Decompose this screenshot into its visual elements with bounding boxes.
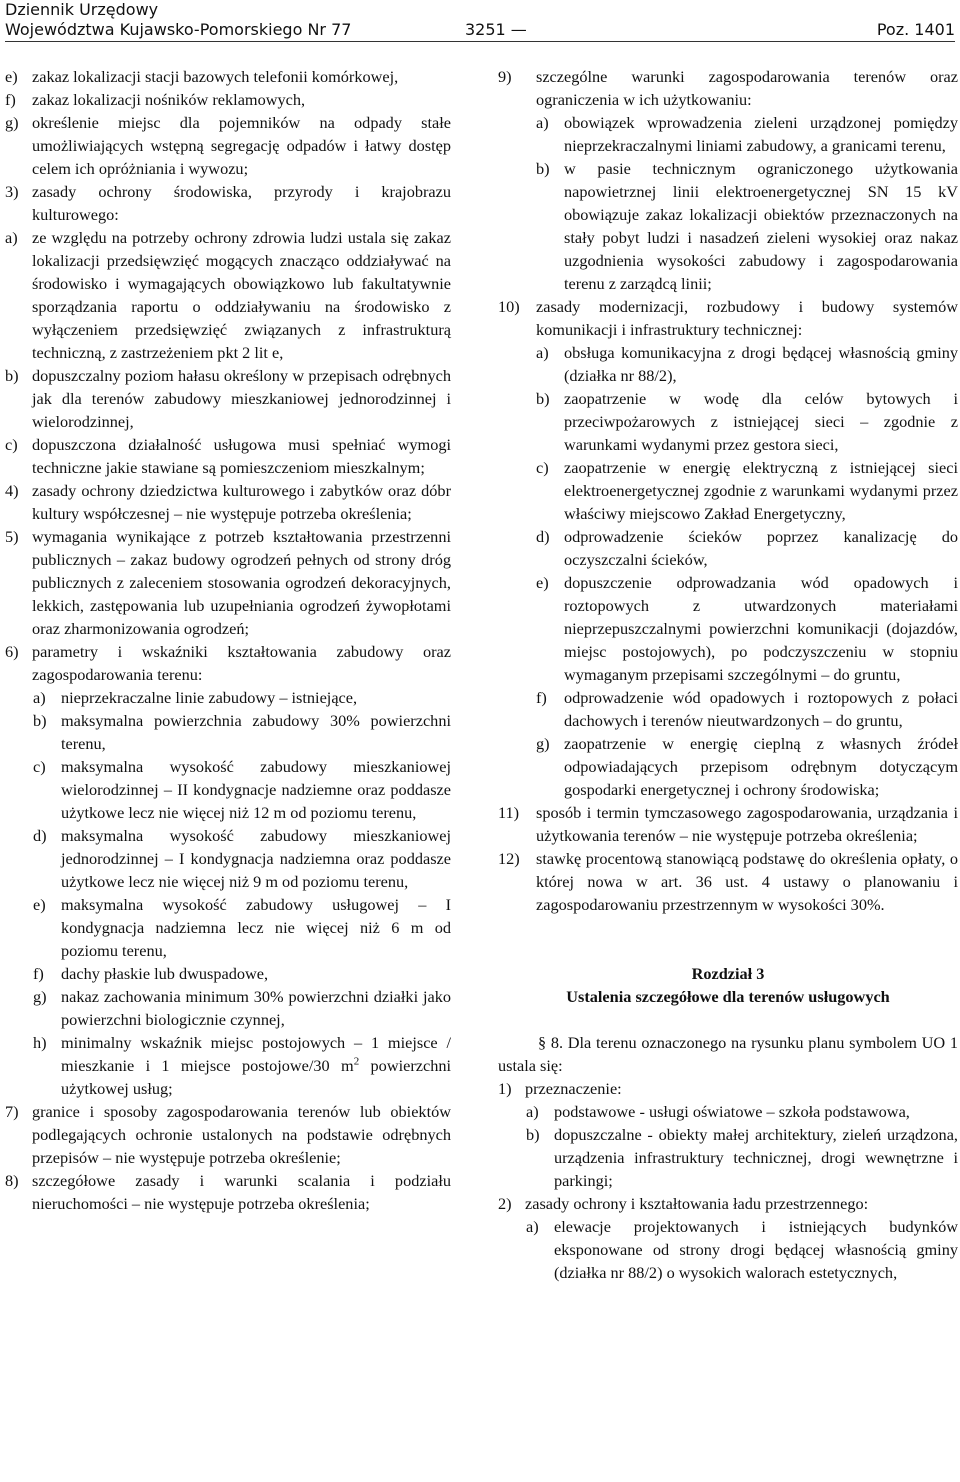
item-text: dopuszczalne - obiekty małej architektury, zieleń urządzona, urządzenia infrastruktury technicznej, drogi wewnętrzne i parkingi; (554, 1125, 958, 1190)
list-item (498, 847, 958, 916)
list-item (5, 364, 451, 433)
item-text: dopuszczenie odprowadzania wód opadowych i roztopowych z utwardzonych materiałami nieprzepuszczalnymi powierzchni komunikacji (dojazdów, miejsc postojowych), po podczyszczeniu w stopniu wymaganym przepisami szczególnymi – do gruntu, (564, 573, 958, 684)
item-marker: 11) (498, 803, 520, 822)
item-marker: 5) (5, 527, 19, 546)
list-item (5, 962, 451, 985)
list-item (498, 1100, 958, 1123)
item-text: w pasie technicznym ograniczonego użytkowania napowietrznej linii elektroenergetycznej SN 15 kV obowiązuje zakaz lokalizacji obiektów przeznaczonych na stały pobyt ludzi i nasadzeń zieleni wysokiej oraz nakaz uzgodnienia wysokości zabudowy i zagospodarowania terenu z zarządcą linii; (564, 159, 958, 293)
list-item (498, 65, 958, 111)
item-text: zasady ochrony dziedzictwa kulturowego i zabytków oraz dóbr kultury współczesnej – nie występuje potrzeba określenia; (32, 481, 451, 523)
right-list-2 (498, 1077, 958, 1284)
list-item (5, 111, 451, 180)
item-marker: b) (5, 366, 19, 385)
item-text: zaopatrzenie w energię cieplną z własnych źródeł odpowiadających przepisom odrębnym dotyczącym gospodarki energetycznej i ochrony środowiska; (564, 734, 958, 799)
item-marker: e) (5, 67, 18, 86)
item-marker: b) (536, 159, 550, 178)
item-text: odprowadzenie ścieków poprzez kanalizację do oczyszczalni ścieków, (564, 527, 958, 569)
item-marker: 7) (5, 1102, 19, 1121)
item-text: parametry i wskaźniki kształtowania zabudowy oraz zagospodarowania terenu: (32, 642, 451, 684)
item-text: stawkę procentową stanowiącą podstawę do określenia opłaty, o której nowa w art. 36 ust. 4 ustawy o planowaniu i zagospodarowaniu przestrzennym w wysokości 30%. (536, 849, 958, 914)
item-marker: c) (536, 458, 549, 477)
item-marker: 3) (5, 182, 19, 201)
item-marker: g) (536, 734, 550, 753)
item-text-cont: powierzchni użytkowej usług; (61, 1056, 452, 1098)
item-marker: 9) (498, 67, 512, 86)
item-marker: 2) (498, 1194, 512, 1213)
item-marker: d) (33, 826, 47, 845)
item-text: dopuszczona działalność usługowa musi spełniać wymogi techniczne jakie stawiane są pomieszczeniom mieszkalnym; (32, 435, 451, 477)
item-text: podstawowe - usługi oświatowe – szkoła podstawowa, (554, 1102, 910, 1121)
list-item (498, 686, 958, 732)
list-item (5, 180, 451, 226)
page-reference: 3251 — (465, 20, 527, 39)
chapter-title: Ustalenia szczegółowe dla terenów usługowych (566, 987, 890, 1006)
list-item (498, 1192, 958, 1215)
item-marker: g) (33, 987, 47, 1006)
list-item (498, 1077, 958, 1100)
item-text: dachy płaskie lub dwuspadowe, (61, 964, 269, 983)
item-marker: d) (536, 527, 550, 546)
item-marker: 1) (498, 1079, 512, 1098)
item-marker: b) (536, 389, 550, 408)
item-text: nakaz zachowania minimum 30% powierzchni działki jako powierzchni biologicznie czynnej, (61, 987, 451, 1029)
item-marker: a) (5, 228, 18, 247)
item-text: ze względu na potrzeby ochrony zdrowia ludzi ustala się zakaz lokalizacji przedsięwzięć mogących znacząco oddziaływać na środowisko i wymagających obowiązkowo lub fakultatywnie sporządzania raportu o oddziaływaniu na środowisko z wyłączeniem przedsięwzięć związanych z infrastrukturą techniczną, z zastrzeżeniem pkt 2 lit e, (32, 228, 451, 362)
item-text: sposób i termin tymczasowego zagospodarowania, urządzania i użytkowania terenów – nie występuje potrzeba określenia; (536, 803, 958, 845)
right-list (498, 65, 958, 916)
list-item (498, 1123, 958, 1192)
item-marker: c) (33, 757, 46, 776)
list-item (5, 1100, 451, 1169)
list-item (498, 456, 958, 525)
item-marker: 12) (498, 849, 520, 868)
item-marker: a) (33, 688, 46, 707)
item-marker: a) (526, 1102, 539, 1121)
list-item (498, 111, 958, 157)
item-marker: 10) (498, 297, 520, 316)
superscript: 2 (353, 1055, 360, 1068)
item-text: minimalny wskaźnik miejsc postojowych – 1 miejsce / mieszkanie i 1 miejsce postojowe/30 m (61, 1033, 451, 1075)
list-item (498, 732, 958, 801)
item-marker: g) (5, 113, 19, 132)
item-text: szczegółowe zasady i warunki scalania i podziału nieruchomości – nie występuje potrzeba określenia; (32, 1171, 451, 1213)
item-text: wymagania wynikające z potrzeb kształtowania przestrzenni publicznych – zakaz budowy ogrodzeń pełnych od strony dróg publicznych z zaleceniem stosowania ogrodzeń dekoracyjnych, lekkich, zastępowania lub uzupełniania ogrodzeń żywopłotami oraz zharmonizowania ogrodzeń; (32, 527, 451, 638)
item-text: granice i sposoby zagospodarowania terenów lub obiektów podlegających ochronie ustalonych na podstawie odrębnych przepisów – nie występuje potrzeba określenie; (32, 1102, 451, 1167)
item-text: maksymalna wysokość zabudowy mieszkaniowej wielorodzinnej – II kondygnacje nadziemne oraz poddasze użytkowe lecz nie więcej niż 12 m od poziomu terenu, (61, 757, 451, 822)
list-item (498, 387, 958, 456)
item-text: maksymalna wysokość zabudowy mieszkaniowej jednorodzinnej – I kondygnacja nadziemna oraz poddasze użytkowe lecz nie więcej niż 9 m od poziomu terenu, (61, 826, 451, 891)
list-item (498, 341, 958, 387)
list-item (5, 640, 451, 686)
list-item (5, 525, 451, 640)
position-number: Poz. 1401 (876, 20, 955, 39)
item-marker: b) (33, 711, 47, 730)
page-header (5, 0, 955, 40)
list-item (498, 157, 958, 295)
item-text: określenie miejsc dla pojemników na odpady stałe umożliwiających wstępną segregację odpadów i łatwy dostęp celem ich opróżniania i wywozu; (32, 113, 451, 178)
list-item (498, 295, 958, 341)
list-item (498, 525, 958, 571)
item-text: nieprzekraczalne linie zabudowy – istniejące, (61, 688, 358, 707)
item-marker: f) (536, 688, 547, 707)
item-marker: h) (33, 1033, 47, 1052)
item-text: zasady ochrony środowiska, przyrody i krajobrazu kulturowego: (32, 182, 451, 224)
list-item (5, 1169, 451, 1215)
left-column (5, 65, 451, 1215)
list-item (5, 433, 451, 479)
item-text: zakaz lokalizacji nośników reklamowych, (32, 90, 306, 109)
list-item (5, 709, 451, 755)
journal-subtitle: Województwa Kujawsko-Pomorskiego Nr 77 (5, 20, 352, 39)
list-item (5, 755, 451, 824)
item-marker: e) (33, 895, 46, 914)
item-text: obowiązek wprowadzenia zieleni urządzonej pomiędzy nieprzekraczalnymi liniami zabudowy, a granicami terenu, (564, 113, 958, 155)
list-item (5, 686, 451, 709)
item-marker: a) (536, 343, 549, 362)
item-marker: 4) (5, 481, 19, 500)
item-marker: f) (33, 964, 44, 983)
header-rule (5, 41, 955, 42)
item-text: odprowadzenie wód opadowych i roztopowych z połaci dachowych i terenów nieutwardzonych – do gruntu, (564, 688, 958, 730)
journal-title: Dziennik Urzędowy (5, 0, 159, 19)
list-item (5, 893, 451, 962)
item-marker: a) (526, 1217, 539, 1236)
item-text: przeznaczenie: (525, 1079, 622, 1098)
item-text: zasady modernizacji, rozbudowy i budowy systemów komunikacji i infrastruktury technicznej: (536, 297, 958, 339)
item-text: zaopatrzenie w energię elektryczną z istniejącej sieci elektroenergetycznej zgodnie z warunkami wydanymi przez właściwy miejscowo Zakład Energetyczny, (564, 458, 958, 523)
list-item (5, 985, 451, 1031)
right-column (498, 65, 958, 1284)
paragraph-8: § 8. Dla terenu oznaczonego na rysunku planu symbolem UO 1 ustala się: (498, 1033, 958, 1075)
item-text: zakaz lokalizacji stacji bazowych telefonii komórkowej, (32, 67, 399, 86)
item-marker: 8) (5, 1171, 19, 1190)
list-item (5, 65, 451, 88)
item-text: maksymalna powierzchnia zabudowy 30% powierzchni terenu, (61, 711, 451, 753)
item-marker: b) (526, 1125, 540, 1144)
item-text: szczególne warunki zagospodarowania terenów oraz ograniczenia w ich użytkowaniu: (536, 67, 958, 109)
list-item (5, 824, 451, 893)
item-text: dopuszczalny poziom hałasu określony w przepisach odrębnych jak dla terenów zabudowy mieszkaniowej jednorodzinnej i wielorodzinnej, (32, 366, 451, 431)
list-item (498, 571, 958, 686)
item-marker: a) (536, 113, 549, 132)
item-text: maksymalna wysokość zabudowy usługowej – I kondygnacja nadziemna lecz nie więcej niż 6 m od poziomu terenu, (61, 895, 451, 960)
item-text: obsługa komunikacyjna z drogi będącej własnością gminy (działka nr 88/2), (564, 343, 958, 385)
list-item (498, 1215, 958, 1284)
item-marker: 6) (5, 642, 19, 661)
list-item (5, 88, 451, 111)
item-marker: f) (5, 90, 16, 109)
chapter-number: Rozdział 3 (691, 964, 765, 983)
item-text: elewacje projektowanych i istniejących budynków eksponowane od strony drogi będącej własnością gminy (działka nr 88/2) o wysokich walorach estetycznych, (554, 1217, 958, 1282)
item-marker: e) (536, 573, 549, 592)
list-item (5, 479, 451, 525)
item-text: zasady ochrony i kształtowania ładu przestrzennego: (525, 1194, 869, 1213)
list-item (5, 1031, 451, 1100)
item-marker: c) (5, 435, 18, 454)
item-text: zaopatrzenie w wodę dla celów bytowych i przeciwpożarowych z istniejącej sieci – zgodnie z warunkami wydanymi przez gestora sieci, (564, 389, 958, 454)
list-item (498, 801, 958, 847)
list-item (5, 226, 451, 364)
